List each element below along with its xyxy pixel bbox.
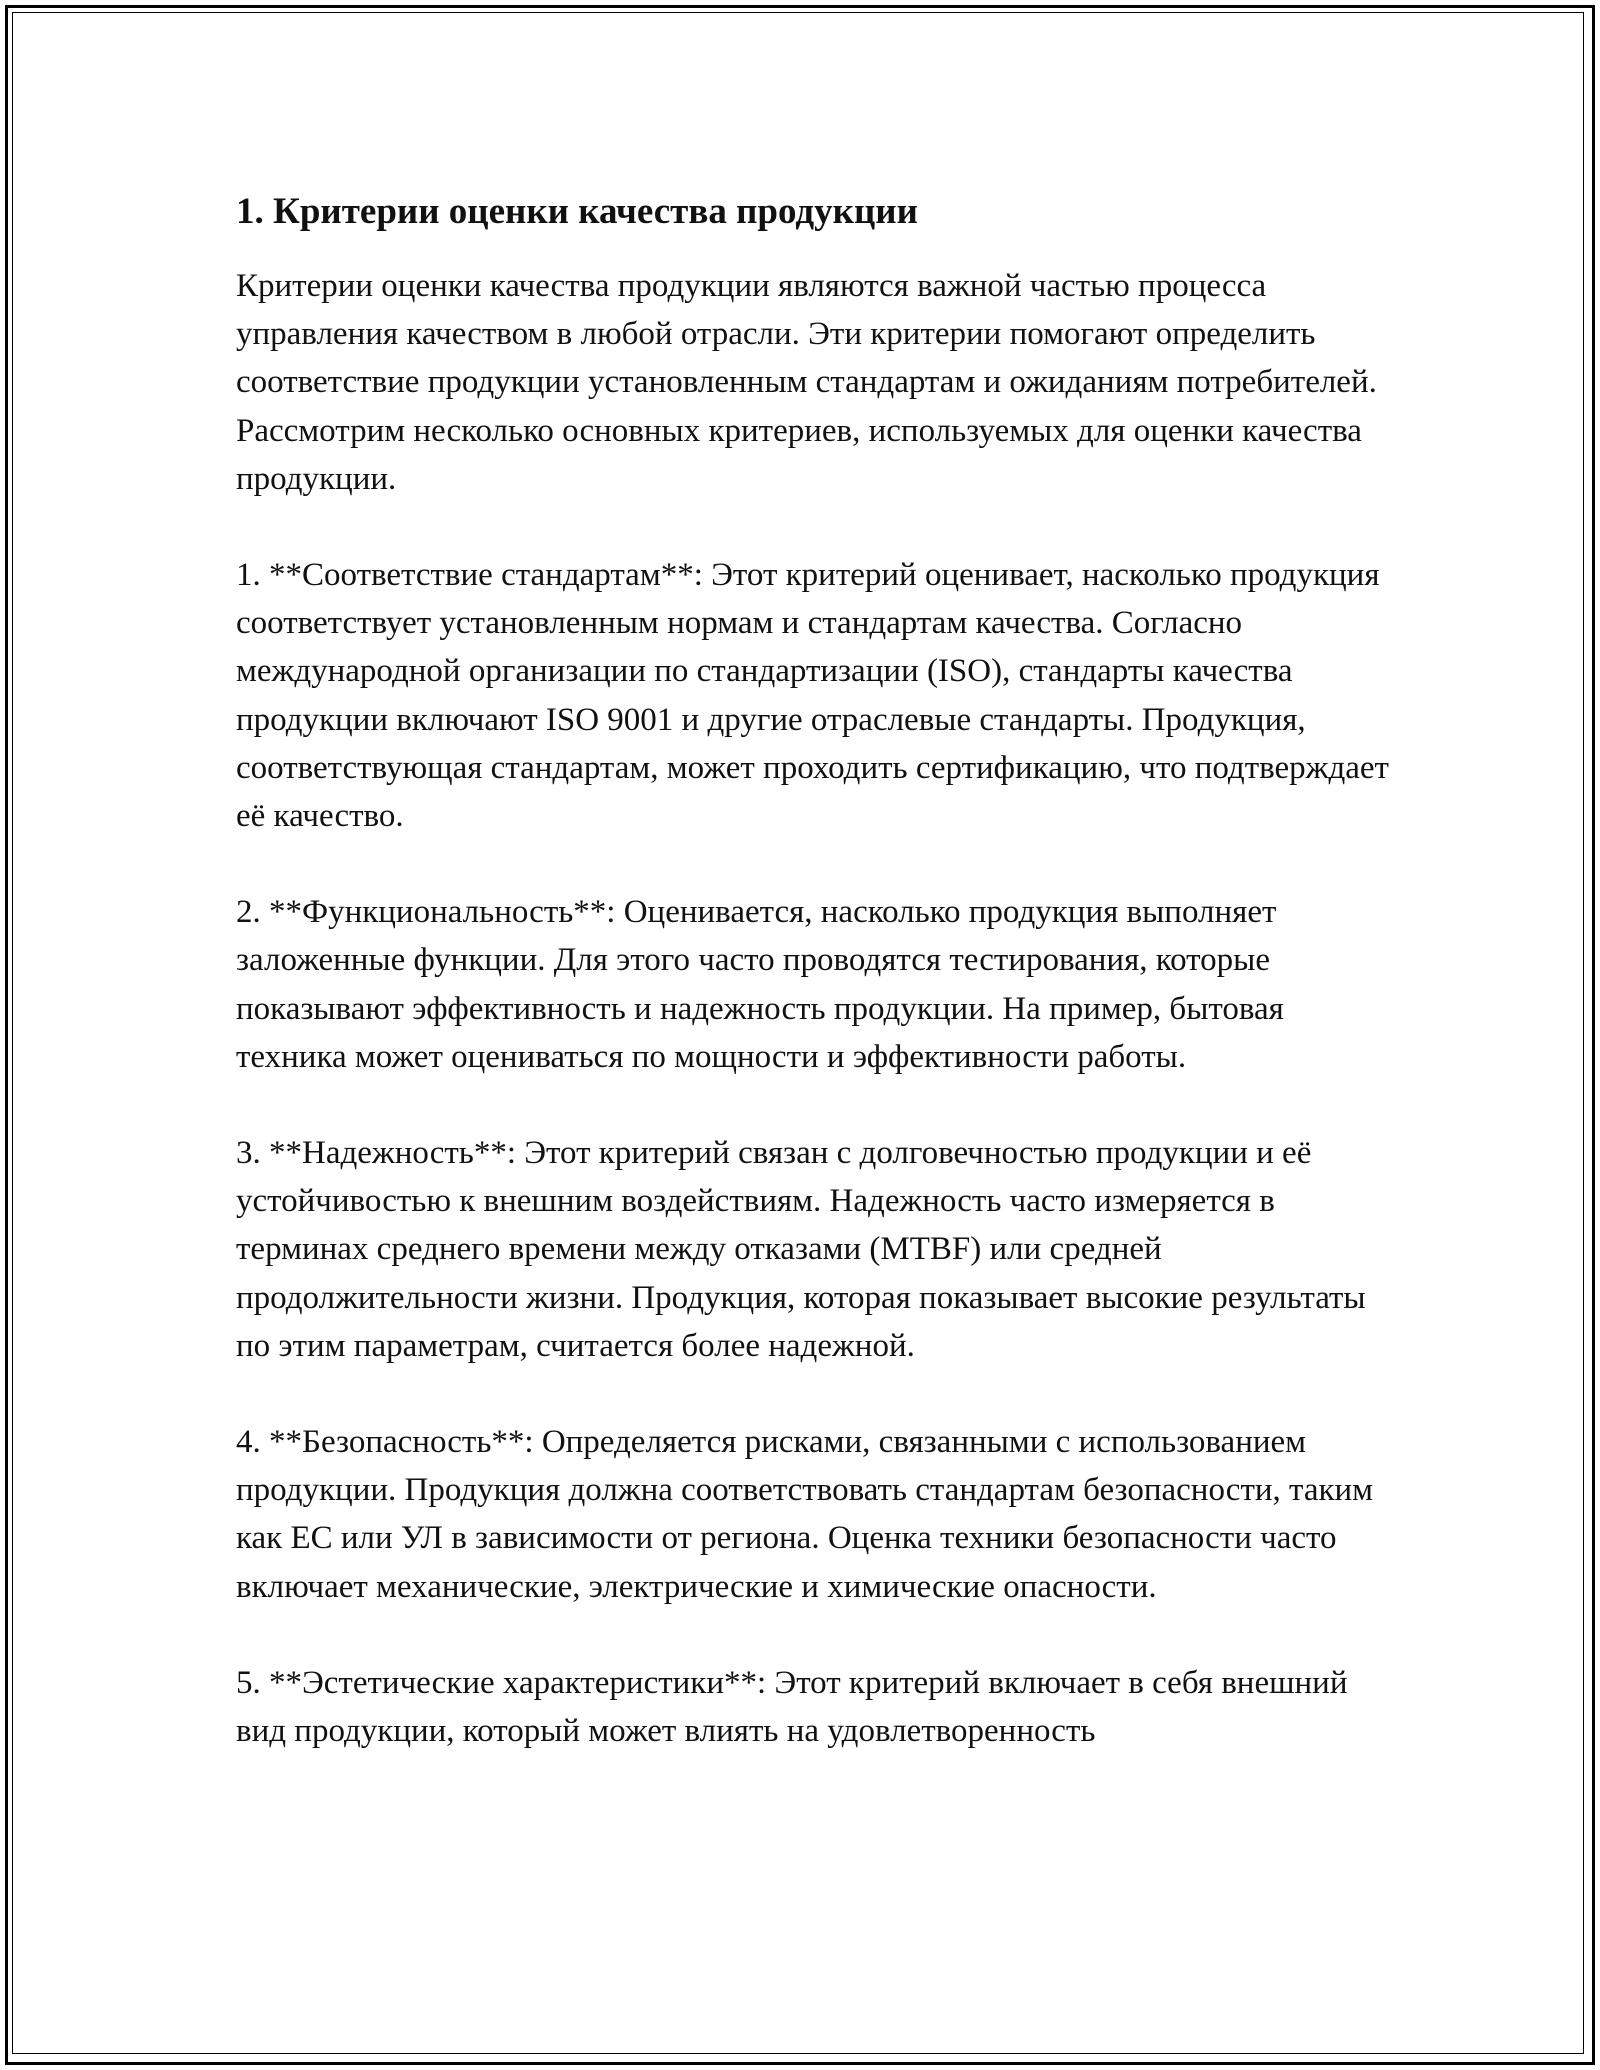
criterion-reliability-paragraph: 3. **Надежность**: Этот критерий связан с долговечностью продукции и её устойчивостью к внешним воздействиям. Надежность часто измеряется в терминах среднего времени между отказами (MTBF) или средней продолжительности жизни. Продукция, которая показывает высокие результаты по этим параметрам, считается более надежной.	[236, 1135, 1366, 1364]
criterion-aesthetics-paragraph: 5. **Эстетические характеристики**: Этот критерий включает в себя внешний вид продукции, который может влиять на удовлетворенность	[236, 1664, 1348, 1750]
section-heading: 1. Критерии оценки качества продукции	[236, 191, 918, 232]
criterion-safety-paragraph: 4. **Безопасность**: Определяется рисками, связанными с использованием продукции. Продукция должна соответствовать стандартам безопасности, таким как ЕС или УЛ в зависимости от региона. Оценка техники безопасности часто включает механические, электрические и химические опасности.	[236, 1424, 1374, 1605]
criterion-functionality-paragraph: 2. **Функциональность**: Оценивается, насколько продукция выполняет заложенные функции. Для этого часто проводятся тестирования, которые показывают эффективность и надежность продукции. На пример, бытовая техника может оцениваться по мощности и эффективности работы.	[236, 894, 1284, 1075]
intro-paragraph: Критерии оценки качества продукции являются важной частью процесса управления качеством в любой отрасли. Эти критерии помогают определить соответствие продукции установленным стандартам и ожиданиям потребителей. Рассмотрим несколько основных критериев, используемых для оценки качества продукции.	[236, 268, 1377, 497]
criterion-standards-paragraph: 1. **Соответствие стандартам**: Этот критерий оценивает, насколько продукция соответствует установленным нормам и стандартам качества. Согласно международной организации по стандартизации (ISO), стандарты качества продукции включают ISO 9001 и другие отраслевые стандарты. Продукция, соответствующая стандартам, может проходить сертификацию, что подтверждает её качество.	[236, 557, 1389, 835]
document-body	[236, 188, 1396, 1803]
